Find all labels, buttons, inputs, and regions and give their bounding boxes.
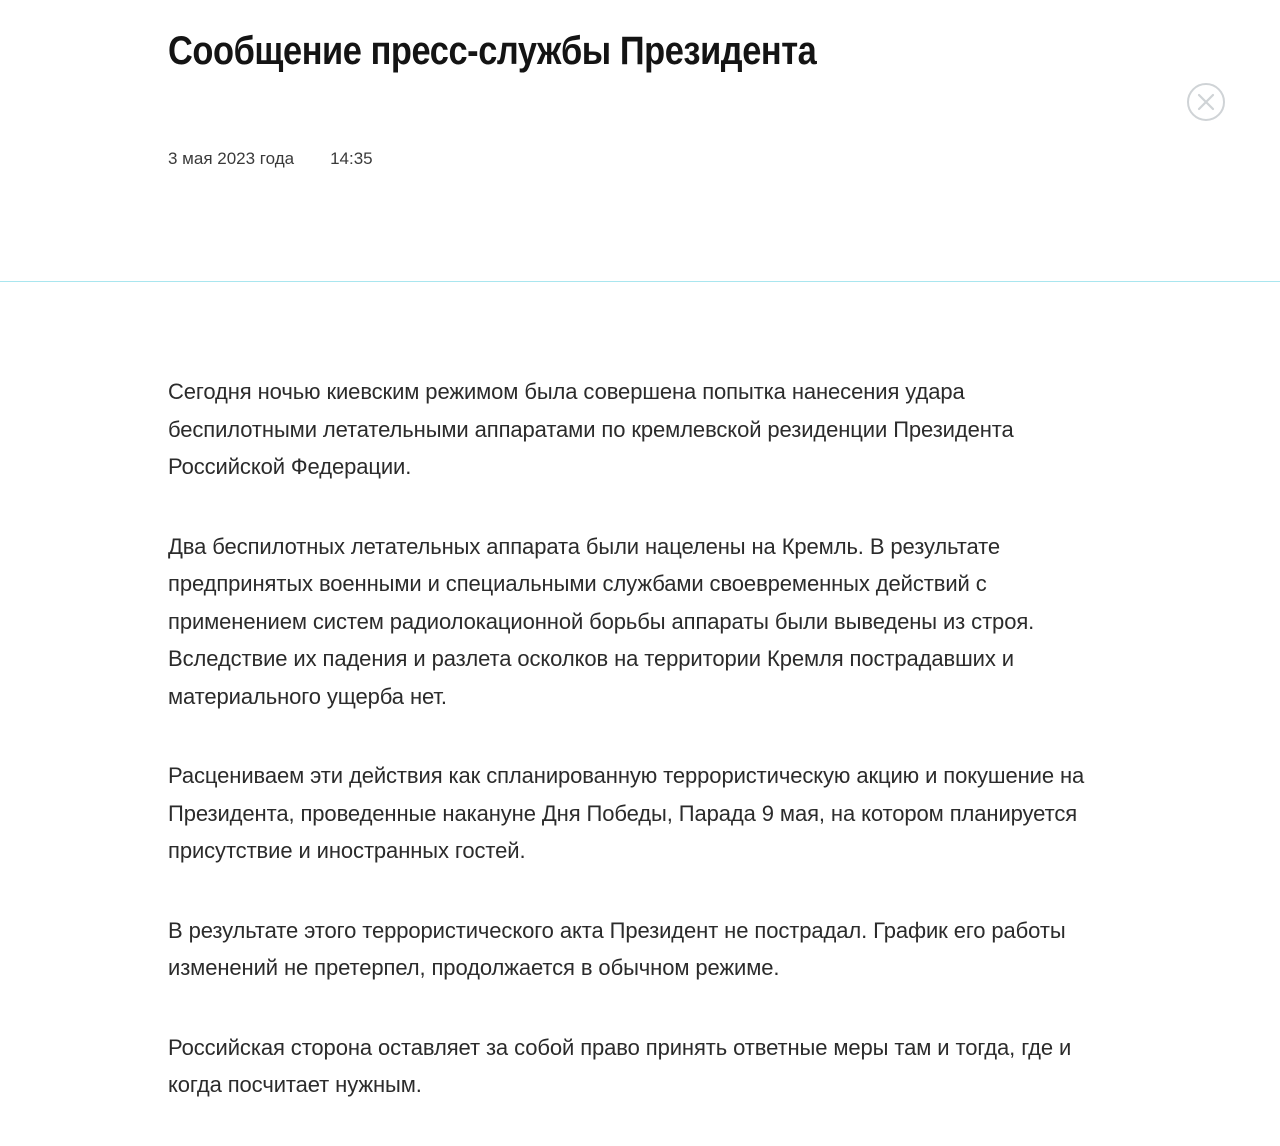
close-button[interactable]	[1187, 83, 1225, 121]
publish-date: 3 мая 2023 года	[168, 149, 295, 168]
article-body	[168, 373, 1098, 1146]
article-paragraph: Два беспилотных летательных аппарата были нацелены на Кремль. В результате предпринятых военными и специальными службами своевременных действий с применением систем радиолокационной борьбы аппараты были выведены из строя. Вследствие их падения и разлета осколков на территории Кремля пострадавших и материального ущерба нет.	[168, 533, 1035, 709]
close-icon	[1189, 85, 1223, 119]
publish-time: 14:35	[330, 149, 373, 168]
header-divider	[0, 281, 1280, 282]
page-title: Сообщение пресс-службы Президента	[168, 29, 817, 73]
article-paragraph: Сегодня ночью киевским режимом была совершена попытка нанесения удара беспилотными летательными аппаратами по кремлевской резиденции Президента Российской Федерации.	[168, 379, 1014, 479]
article-meta	[168, 148, 373, 170]
article-paragraph: В результате этого террористического акта Президент не пострадал. График его работы изменений не претерпел, продолжается в обычном режиме.	[168, 917, 1066, 980]
article-paragraph: Расцениваем эти действия как спланированную террористическую акцию и покушение на Президента, проведенные накануне Дня Победы, Парада 9 мая, на котором планируется присутствие и иностранных гостей.	[168, 763, 1085, 863]
article-header	[0, 0, 1280, 282]
article-paragraph: Российская сторона оставляет за собой право принять ответные меры там и тогда, где и когда посчитает нужным.	[168, 1034, 1072, 1097]
